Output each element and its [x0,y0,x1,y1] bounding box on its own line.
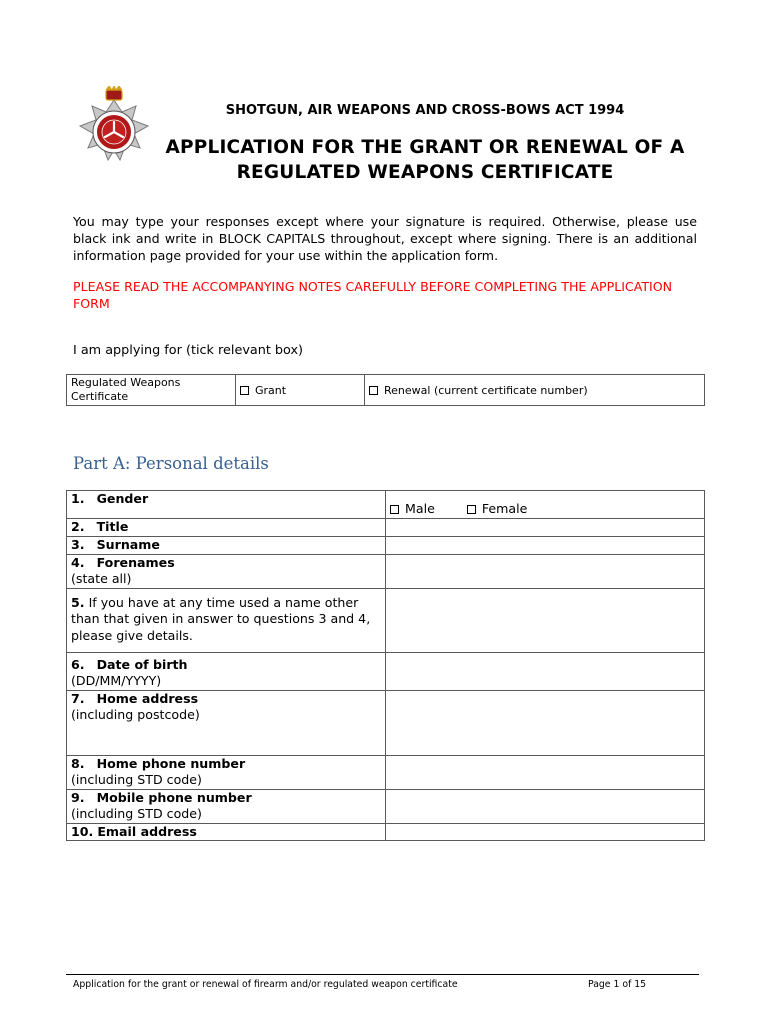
q5-number: 5. [71,594,85,610]
q4-number: 4. [71,554,85,570]
certificate-type-label: Regulated Weapons Certificate [67,375,236,406]
personal-details-table [66,490,705,841]
q7-note: (including postcode) [71,707,200,722]
q9-title: Mobile phone number [96,789,252,805]
q3-number: 3. [71,537,85,552]
date-of-birth-field[interactable] [386,652,705,690]
q1-title: Gender [96,491,149,506]
q6-note: (DD/MM/YYYY) [71,673,162,688]
q8-number: 8. [71,755,85,771]
q1-answer [386,491,705,519]
q2-title: Title [96,519,129,534]
warning-text: PLEASE READ THE ACCOMPANYING NOTES CAREFULLY BEFORE COMPLETING THE APPLICATION FORM [73,279,673,311]
previous-names-field[interactable] [386,588,705,652]
q3-label [67,537,386,555]
home-address-field[interactable] [386,690,705,755]
q6-label [67,652,386,690]
apply-table [66,374,705,406]
q7-title: Home address [96,690,199,706]
q7-label [67,690,386,755]
q10-number: 10. [71,823,94,839]
male-checkbox[interactable] [390,505,399,514]
female-label: Female [481,501,528,516]
q10-label [67,823,386,841]
female-checkbox[interactable] [467,505,476,514]
grant-label: Grant [255,383,287,397]
forenames-field[interactable] [386,554,705,588]
q7-number: 7. [71,690,85,706]
q8-note: (including STD code) [71,772,202,787]
footer-page-number: Page 1 of 15 [588,979,647,990]
surname-field[interactable] [386,537,705,555]
applying-for-label: I am applying for (tick relevant box) [73,343,304,358]
q5-text: If you have at any time used a name other than that given in answer to questions 3 and 4, please give details. [71,594,371,643]
page-title-line-2: REGULATED WEAPONS CERTIFICATE [236,162,614,183]
q2-label [67,519,386,537]
title-field[interactable] [386,519,705,537]
police-crest-icon [72,86,156,172]
footer-document-title: Application for the grant or renewal of firearm and/or regulated weapon certificate [73,979,458,990]
q9-number: 9. [71,789,85,805]
footer-divider [66,974,699,975]
page-title-line-1: APPLICATION FOR THE GRANT OR RENEWAL OF A [165,137,685,158]
q6-number: 6. [71,656,85,672]
q9-note: (including STD code) [71,806,202,821]
renewal-option[interactable] [365,375,705,406]
q1-label [67,491,386,519]
grant-checkbox[interactable] [240,386,249,395]
home-phone-field[interactable] [386,755,705,789]
q5-label [67,588,386,652]
q4-title: Forenames [96,554,175,570]
grant-option[interactable] [236,375,365,406]
q4-label [67,554,386,588]
renewal-label: Renewal (current certificate number) [384,383,588,397]
act-title: SHOTGUN, AIR WEAPONS AND CROSS-BOWS ACT 1994 [225,103,625,118]
q3-title: Surname [96,537,160,552]
email-field[interactable] [386,823,705,841]
q9-label [67,789,386,823]
q1-number: 1. [71,491,85,506]
q8-title: Home phone number [96,755,246,771]
male-label: Male [405,501,435,516]
section-heading-part-a: Part A: Personal details [73,454,269,473]
q6-title: Date of birth [96,656,188,672]
intro-text: You may type your responses except where your signature is required. Otherwise, please use black ink and write in BLOCK CAPITALS throughout, except where signing. There is an additional information page provided for your use within the application form. [73,214,697,263]
q10-title: Email address [97,823,197,839]
q2-number: 2. [71,519,85,534]
page-title [150,135,700,185]
mobile-phone-field[interactable] [386,789,705,823]
q4-note: (state all) [71,571,132,586]
renewal-checkbox[interactable] [369,386,378,395]
q8-label [67,755,386,789]
